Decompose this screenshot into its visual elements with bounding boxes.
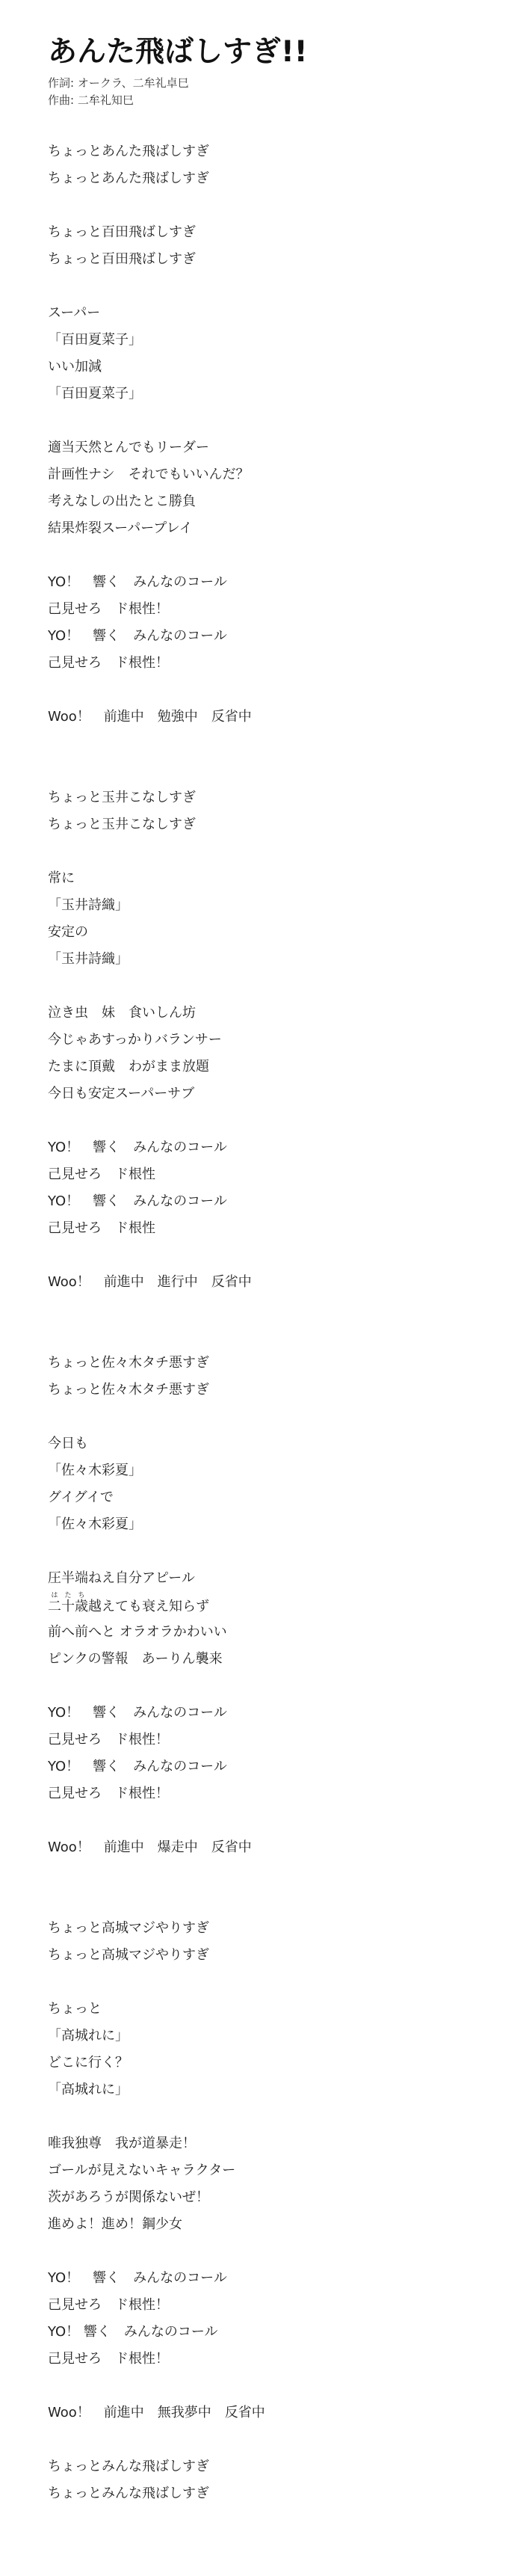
lyric-line: YO！ 響く みんなのコール (48, 1193, 227, 1209)
lyric-line: ちょっとみんな飛ばしすぎ (48, 2459, 209, 2474)
blank-line (48, 2373, 496, 2400)
blank-line (48, 273, 496, 300)
blank-line (48, 1807, 496, 1834)
lyric-line: 己見せろ ド根性！ (48, 2297, 169, 2313)
blank-line (48, 1969, 496, 1996)
lyric-line: ちょっと佐々木タチ悪すぎ (48, 1355, 209, 1371)
lyric-line: 今日も (48, 1436, 88, 1451)
blank-line (48, 408, 496, 434)
lyric-line: 「玉井詩織」 (48, 897, 129, 913)
furigana-reading: はたち (48, 1592, 88, 1599)
lyric-line: 泣き虫 妹 食いしん坊 (48, 1005, 196, 1021)
lyric-line: 適当天然とんでもリーダー (48, 440, 209, 455)
lyric-line: 己見せろ ド根性 (48, 1166, 155, 1182)
lyric-line: YO！ 響く みんなのコール (48, 1705, 227, 1721)
blank-line (48, 542, 496, 569)
lyric-line: グイグイで (48, 1490, 114, 1505)
blank-line (48, 973, 496, 1000)
lyric-line: スーパー (48, 305, 101, 321)
lyric-line: 常に (48, 870, 75, 886)
lyric-line: 進めよ！進め！鋼少女 (48, 2216, 182, 2232)
lyricist-credit: 作詞: オークラ、二牟礼卓巳 (48, 76, 189, 90)
lyric-line: どこに行く？ (48, 2055, 129, 2071)
lyric-line: YO！ 響く みんなのコール (48, 1140, 227, 1155)
lyric-line: 「佐々木彩夏」 (48, 1463, 142, 1478)
lyric-line: いい加減 (48, 359, 102, 375)
lyric-line: 己見せろ ド根性！ (48, 1732, 169, 1747)
blank-line (48, 1296, 496, 1323)
blank-line (48, 757, 496, 784)
lyric-line: ちょっと百田飛ばしすぎ (48, 224, 196, 240)
lyrics-page (48, 30, 496, 2507)
lyric-line: YO！ 響く みんなのコール (48, 2324, 218, 2340)
lyric-line: 安定の (48, 924, 88, 940)
lyric-line: 己見せろ ド根性！ (48, 655, 169, 671)
song-title: あんた飛ばしすぎ!! (48, 35, 308, 69)
lyric-line: 「高城れに」 (48, 2082, 129, 2097)
lyric-line: ちょっと百田飛ばしすぎ (48, 251, 196, 267)
lyric-line: 己見せろ ド根性 (48, 1220, 155, 1236)
lyric-line: 己見せろ ド根性！ (48, 2351, 169, 2367)
composer-credit: 作曲: 二牟礼知巳 (48, 93, 134, 107)
lyric-line: 今日も安定スーパーサブ (48, 1086, 195, 1101)
lyric-line: 茨があろうが関係ないぜ！ (48, 2189, 209, 2205)
lyric-line: Woo！ 前進中 爆走中 反省中 (48, 1839, 252, 1855)
lyric-line: 圧半端ねえ自分アピール (48, 1570, 195, 1586)
lyric-line: ゴールが見えないキャラクター (48, 2162, 236, 2178)
lyric-line: Woo！ 前進中 勉強中 反省中 (48, 709, 252, 725)
lyric-line: たまに頂戴 わがまま放題 (48, 1059, 209, 1075)
lyric-line: YO！ 響く みんなのコール (48, 574, 227, 590)
lyrics-body (48, 138, 496, 2507)
blank-line (48, 1404, 496, 1430)
lyric-line: ピンクの警報 あーりん襲来 (48, 1651, 223, 1667)
blank-line (48, 731, 496, 757)
lyric-line: 己見せろ ド根性！ (48, 601, 169, 617)
blank-line (48, 1861, 496, 1888)
blank-line (48, 838, 496, 865)
lyric-line: 結果炸裂スーパープレイ (48, 520, 193, 536)
lyric-line: 二十歳はたち越えても衰え知らず (48, 1592, 209, 1614)
furigana-ruby: 二十歳はたち (48, 1592, 88, 1614)
lyric-line: Woo！ 前進中 無我夢中 反省中 (48, 2405, 265, 2420)
lyric-line: ちょっとみんな飛ばしすぎ (48, 2486, 209, 2501)
lyric-line: 前へ前へと オラオラかわいい (48, 1624, 227, 1640)
lyric-line: ちょっと高城マジやりすぎ (48, 1947, 209, 1963)
blank-line (48, 677, 496, 704)
lyric-line: 計画性ナシ それでもいいんだ？ (48, 467, 250, 482)
lyric-line: 「百田夏菜子」 (48, 386, 142, 402)
lyric-line: 今じゃあすっかりバランサー (48, 1032, 222, 1048)
blank-line (48, 2103, 496, 2130)
lyric-line: ちょっと (48, 2001, 102, 2017)
lyric-line: 「百田夏菜子」 (48, 332, 142, 348)
blank-line (48, 1107, 496, 1134)
lyric-line: ちょっと玉井こなしすぎ (48, 817, 196, 832)
blank-line (48, 2238, 496, 2265)
lyric-line: YO！ 響く みんなのコール (48, 1759, 227, 1774)
lyric-line: ちょっと佐々木タチ悪すぎ (48, 1382, 209, 1398)
lyric-line: YO！ 響く みんなのコール (48, 2270, 227, 2286)
lyric-line: 己見せろ ド根性！ (48, 1786, 169, 1801)
lyric-line: YO！ 響く みんなのコール (48, 628, 227, 644)
blank-line (48, 1673, 496, 1700)
lyric-line: ちょっとあんた飛ばしすぎ (48, 170, 209, 186)
blank-line (48, 1242, 496, 1269)
lyric-line: Woo！ 前進中 進行中 反省中 (48, 1274, 252, 1290)
blank-line (48, 2426, 496, 2453)
lyric-line: ちょっと玉井こなしすぎ (48, 790, 196, 805)
lyric-line: 考えなしの出たとこ勝負 (48, 494, 196, 509)
blank-line (48, 1888, 496, 1915)
lyric-line: 「高城れに」 (48, 2028, 129, 2044)
blank-line (48, 1323, 496, 1350)
lyric-line: ちょっとあんた飛ばしすぎ (48, 144, 209, 159)
blank-line (48, 192, 496, 219)
lyric-line: 「佐々木彩夏」 (48, 1516, 142, 1532)
lyric-line: 唯我独尊 我が道暴走！ (48, 2136, 196, 2151)
lyric-line: ちょっと高城マジやりすぎ (48, 1920, 209, 1936)
lyric-line: 「玉井詩織」 (48, 951, 129, 967)
blank-line (48, 1538, 496, 1565)
